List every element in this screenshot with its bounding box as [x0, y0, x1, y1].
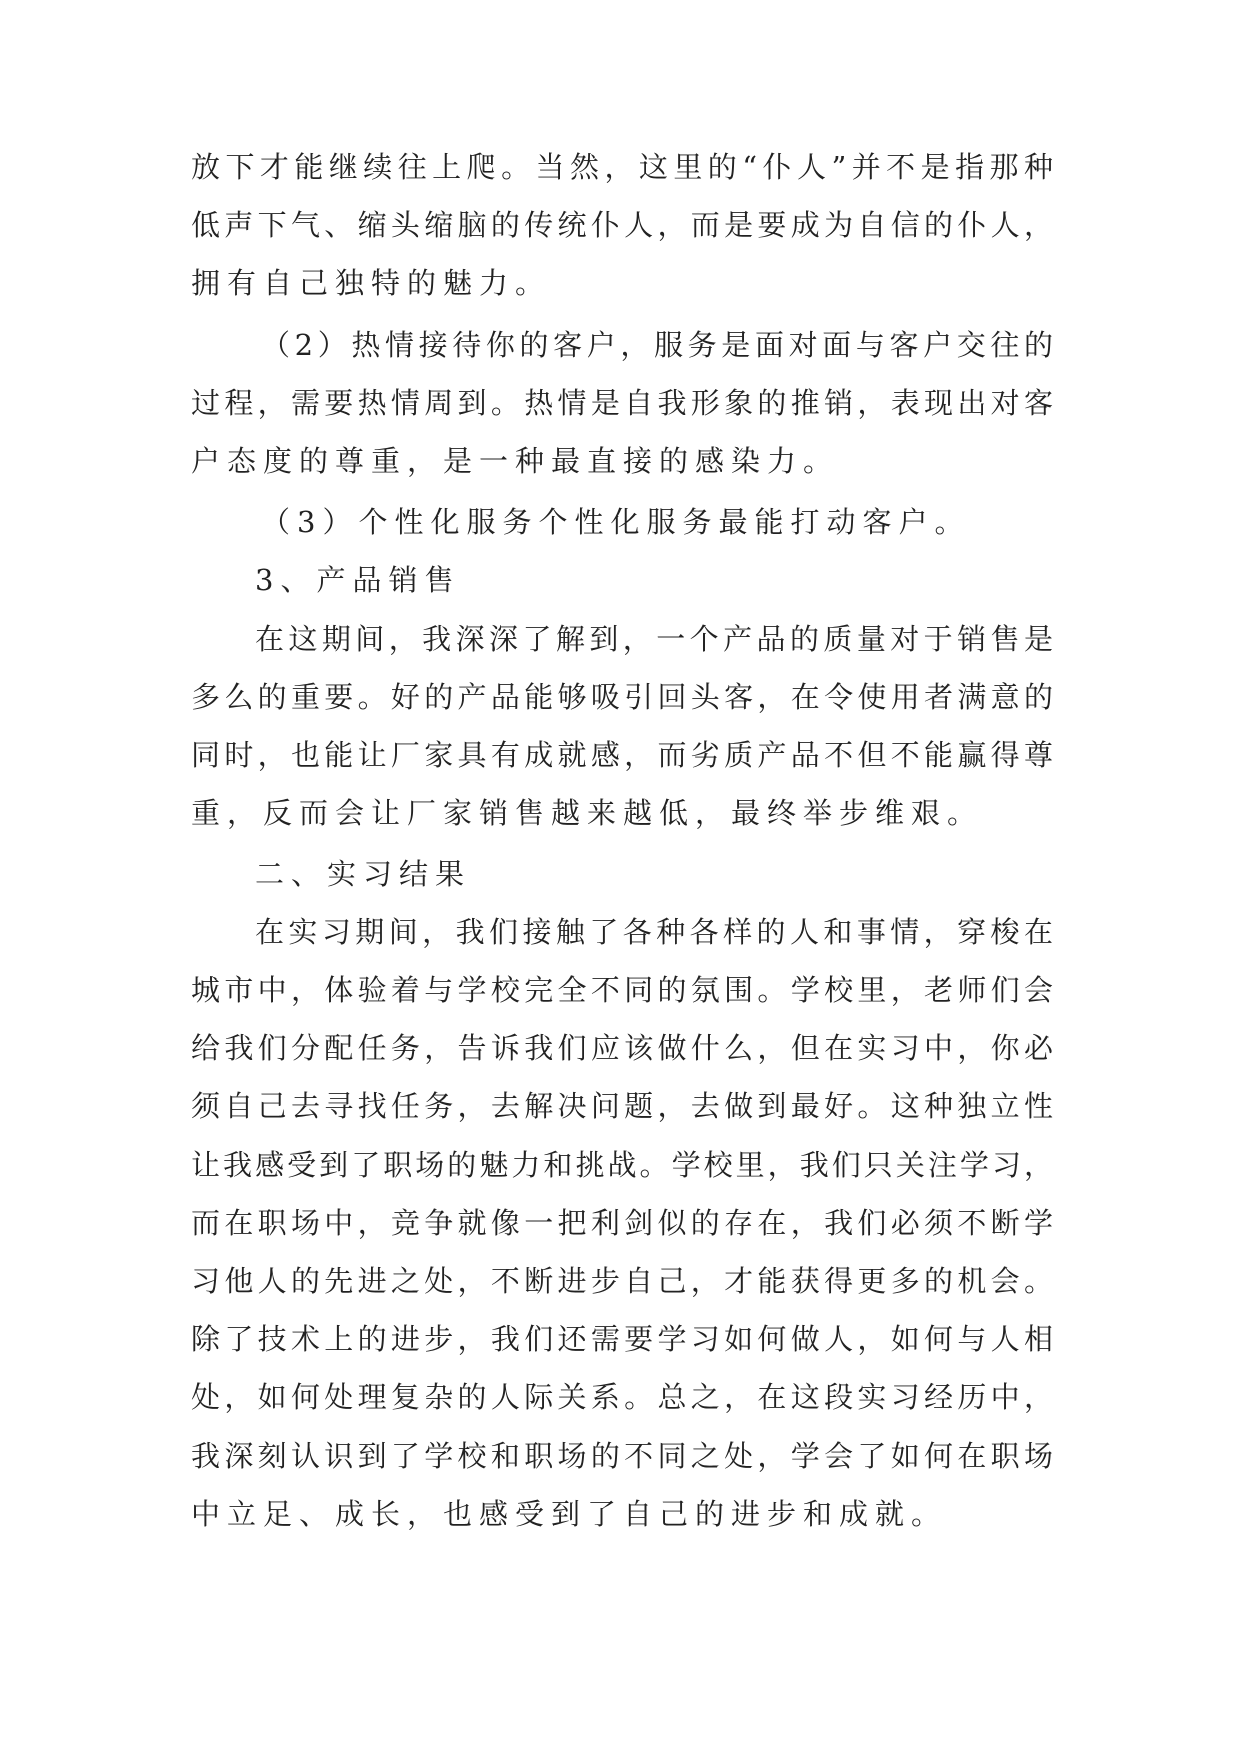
- text-line: [0, 1310, 1241, 1368]
- line-text: 给我们分配任务，告诉我们应该做什么，但在实习中，你必: [191, 1031, 1053, 1065]
- line-text: 我深刻认识到了学校和职场的不同之处，学会了如何在职场: [191, 1439, 1053, 1473]
- text-line: [0, 316, 1241, 374]
- line-text: 3、产品销售: [255, 563, 461, 597]
- text-line: [0, 668, 1241, 726]
- text-line: [0, 138, 1241, 196]
- text-line: [0, 551, 1241, 609]
- line-text: 让我感受到了职场的魅力和挑战。学校里，我们只关注学习，: [191, 1148, 1053, 1182]
- line-text: 二、实习结果: [255, 857, 472, 891]
- line-text: 在实习期间，我们接触了各种各样的人和事情，穿梭在: [255, 915, 1053, 949]
- line-text: 中立足、成长，也感受到了自己的进步和成就。: [191, 1497, 948, 1531]
- line-text: 过程，需要热情周到。热情是自我形象的推销，表现出对客: [191, 386, 1053, 420]
- text-line: [0, 1077, 1241, 1135]
- line-text: 除了技术上的进步，我们还需要学习如何做人，如何与人相: [191, 1322, 1053, 1356]
- line-text: 放下才能继续往上爬。当然，这里的“仆人”并不是指那种: [191, 150, 1053, 184]
- text-line: [0, 254, 1241, 312]
- text-line: [0, 610, 1241, 668]
- text-line: [0, 374, 1241, 432]
- text-line: [0, 1136, 1241, 1194]
- line-text: （2）热情接待你的客户，服务是面对面与客户交往的: [261, 328, 1053, 362]
- line-text: 在这期间，我深深了解到，一个产品的质量对于销售是: [255, 622, 1053, 656]
- text-line: [0, 1019, 1241, 1077]
- text-line: [0, 961, 1241, 1019]
- line-text: 户态度的尊重，是一种最直接的感染力。: [191, 444, 840, 478]
- text-line: [0, 1485, 1241, 1543]
- line-text: 低声下气、缩头缩脑的传统仆人，而是要成为自信的仆人，: [191, 208, 1053, 242]
- text-line: [0, 903, 1241, 961]
- text-line: [0, 845, 1241, 903]
- line-text: 同时，也能让厂家具有成就感，而劣质产品不但不能赢得尊: [191, 738, 1053, 772]
- line-text: 而在职场中，竞争就像一把利剑似的存在，我们必须不断学: [191, 1206, 1053, 1240]
- line-text: 须自己去寻找任务，去解决问题，去做到最好。这种独立性: [191, 1089, 1053, 1123]
- text-line: [0, 196, 1241, 254]
- text-line: [0, 1194, 1241, 1252]
- line-text: 城市中，体验着与学校完全不同的氛围。学校里，老师们会: [191, 973, 1053, 1007]
- line-text: 多么的重要。好的产品能够吸引回头客，在令使用者满意的: [191, 680, 1053, 714]
- line-text: 重，反而会让厂家销售越来越低，最终举步维艰。: [191, 796, 984, 830]
- line-text: 习他人的先进之处，不断进步自己，才能获得更多的机会。: [191, 1264, 1053, 1298]
- text-line: [0, 432, 1241, 490]
- text-line: [0, 784, 1241, 842]
- text-line: [0, 1252, 1241, 1310]
- text-line: [0, 1427, 1241, 1485]
- text-line: [0, 1368, 1241, 1426]
- text-line: [0, 726, 1241, 784]
- line-text: （3）个性化服务个性化服务最能打动客户。: [261, 505, 971, 539]
- text-line: [0, 493, 1241, 551]
- line-text: 拥有自己独特的魅力。: [191, 266, 552, 300]
- line-text: 处，如何处理复杂的人际关系。总之，在这段实习经历中，: [191, 1380, 1053, 1414]
